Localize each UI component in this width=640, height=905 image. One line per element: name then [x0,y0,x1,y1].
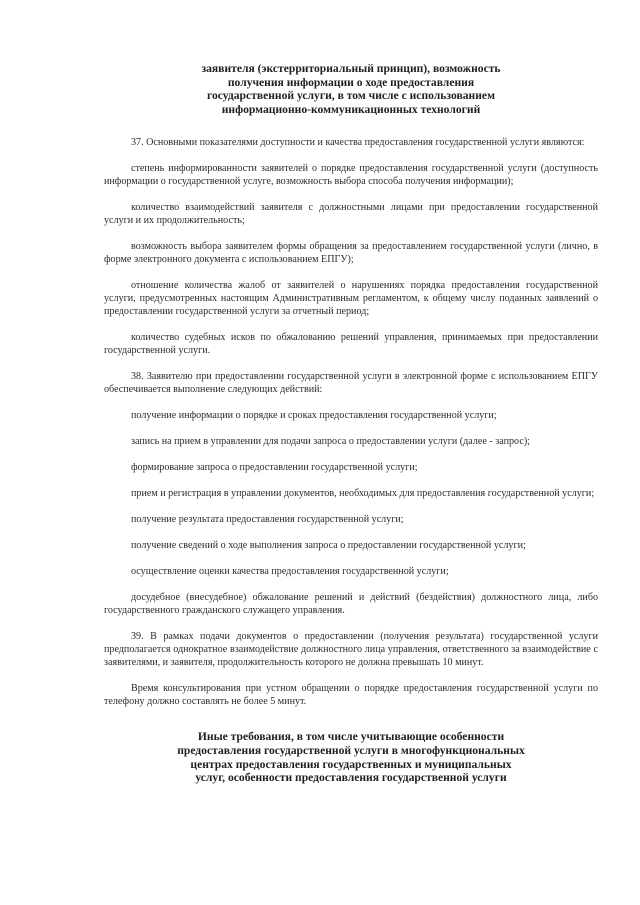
heading-line: Иные требования, в том числе учитывающие особенности [197,730,505,744]
list-item: прием и регистрация в управлении документов, необходимых для предоставления государственной услуги; [131,488,595,500]
heading-line: предоставления государственной услуги в многофункциональных [177,743,525,757]
section-heading-top [104,62,598,116]
paragraph-39: 39. В рамках подачи документов о предоставлении (получения результата) государственной услуги предполагается однократное взаимодействие должностного лица управления, ответственного за взаимодействие с заявителями, и заявителя, продолжительность которого не должна превышать 10 минут. [104,631,598,669]
paragraph-38: 38. Заявителю при предоставлении государственной услуги в электронной форме с использованием ЕПГУ обеспечивается выполнение следующих действий: [104,371,598,396]
document-body [104,136,598,708]
section-heading-bottom [104,730,598,784]
list-item: формирование запроса о предоставлении государственной услуги; [131,462,418,474]
heading-line: центрах предоставления государственных и муниципальных [190,757,512,771]
list-item: осуществление оценки качества предоставления государственной услуги; [131,566,449,578]
list-item: получение результата предоставления государственной услуги; [131,514,404,526]
list-item: степень информированности заявителей о порядке предоставления государственной услуги (доступность информации о государственной услуге, возможность выбора способа получения информации); [104,163,598,188]
heading-line: услуг, особенности предоставления государственной услуги [195,771,507,785]
heading-line: информационно-коммуникационных технологий [221,102,481,116]
paragraph-consultation-time: Время консультирования при устном обращении о порядке предоставления государственной услуги по телефону должно составлять не более 5 минут. [104,683,598,708]
list-item: отношение количества жалоб от заявителей о нарушениях порядка предоставления государственной услуги, предусмотренных настоящим Административным регламентом, к общему числу поданных заявлений о предоставлении государственной услуги за отчетный период; [104,280,598,318]
paragraph-37: 37. Основными показателями доступности и качества предоставления государственной услуги являются: [131,137,585,149]
list-item: возможность выбора заявителем формы обращения за предоставлением государственной услуги (лично, в форме электронного документа с использованием ЕПГУ); [104,241,598,266]
heading-line: заявителя (экстерриториальный принцип), возможность [201,62,501,75]
list-item: запись на прием в управлении для подачи запроса о предоставлении услуги (далее - запрос); [131,436,530,448]
list-item: количество взаимодействий заявителя с должностными лицами при предоставлении государственной услуги и их продолжительность; [104,202,598,227]
list-item: получение информации о порядке и сроках предоставления государственной услуги; [131,410,497,422]
list-item: получение сведений о ходе выполнения запроса о предоставлении государственной услуги; [131,540,526,552]
list-item: досудебное (внесудебное) обжалование решений и действий (бездействия) должностного лица, либо государственного гражданского служащего управления. [104,592,598,617]
list-item: количество судебных исков по обжалованию решений управления, принимаемых при предоставлении государственной услуги. [104,332,598,357]
heading-line: государственной услуги, в том числе с использованием [207,89,495,103]
heading-line: получения информации о ходе предоставления [227,75,475,89]
